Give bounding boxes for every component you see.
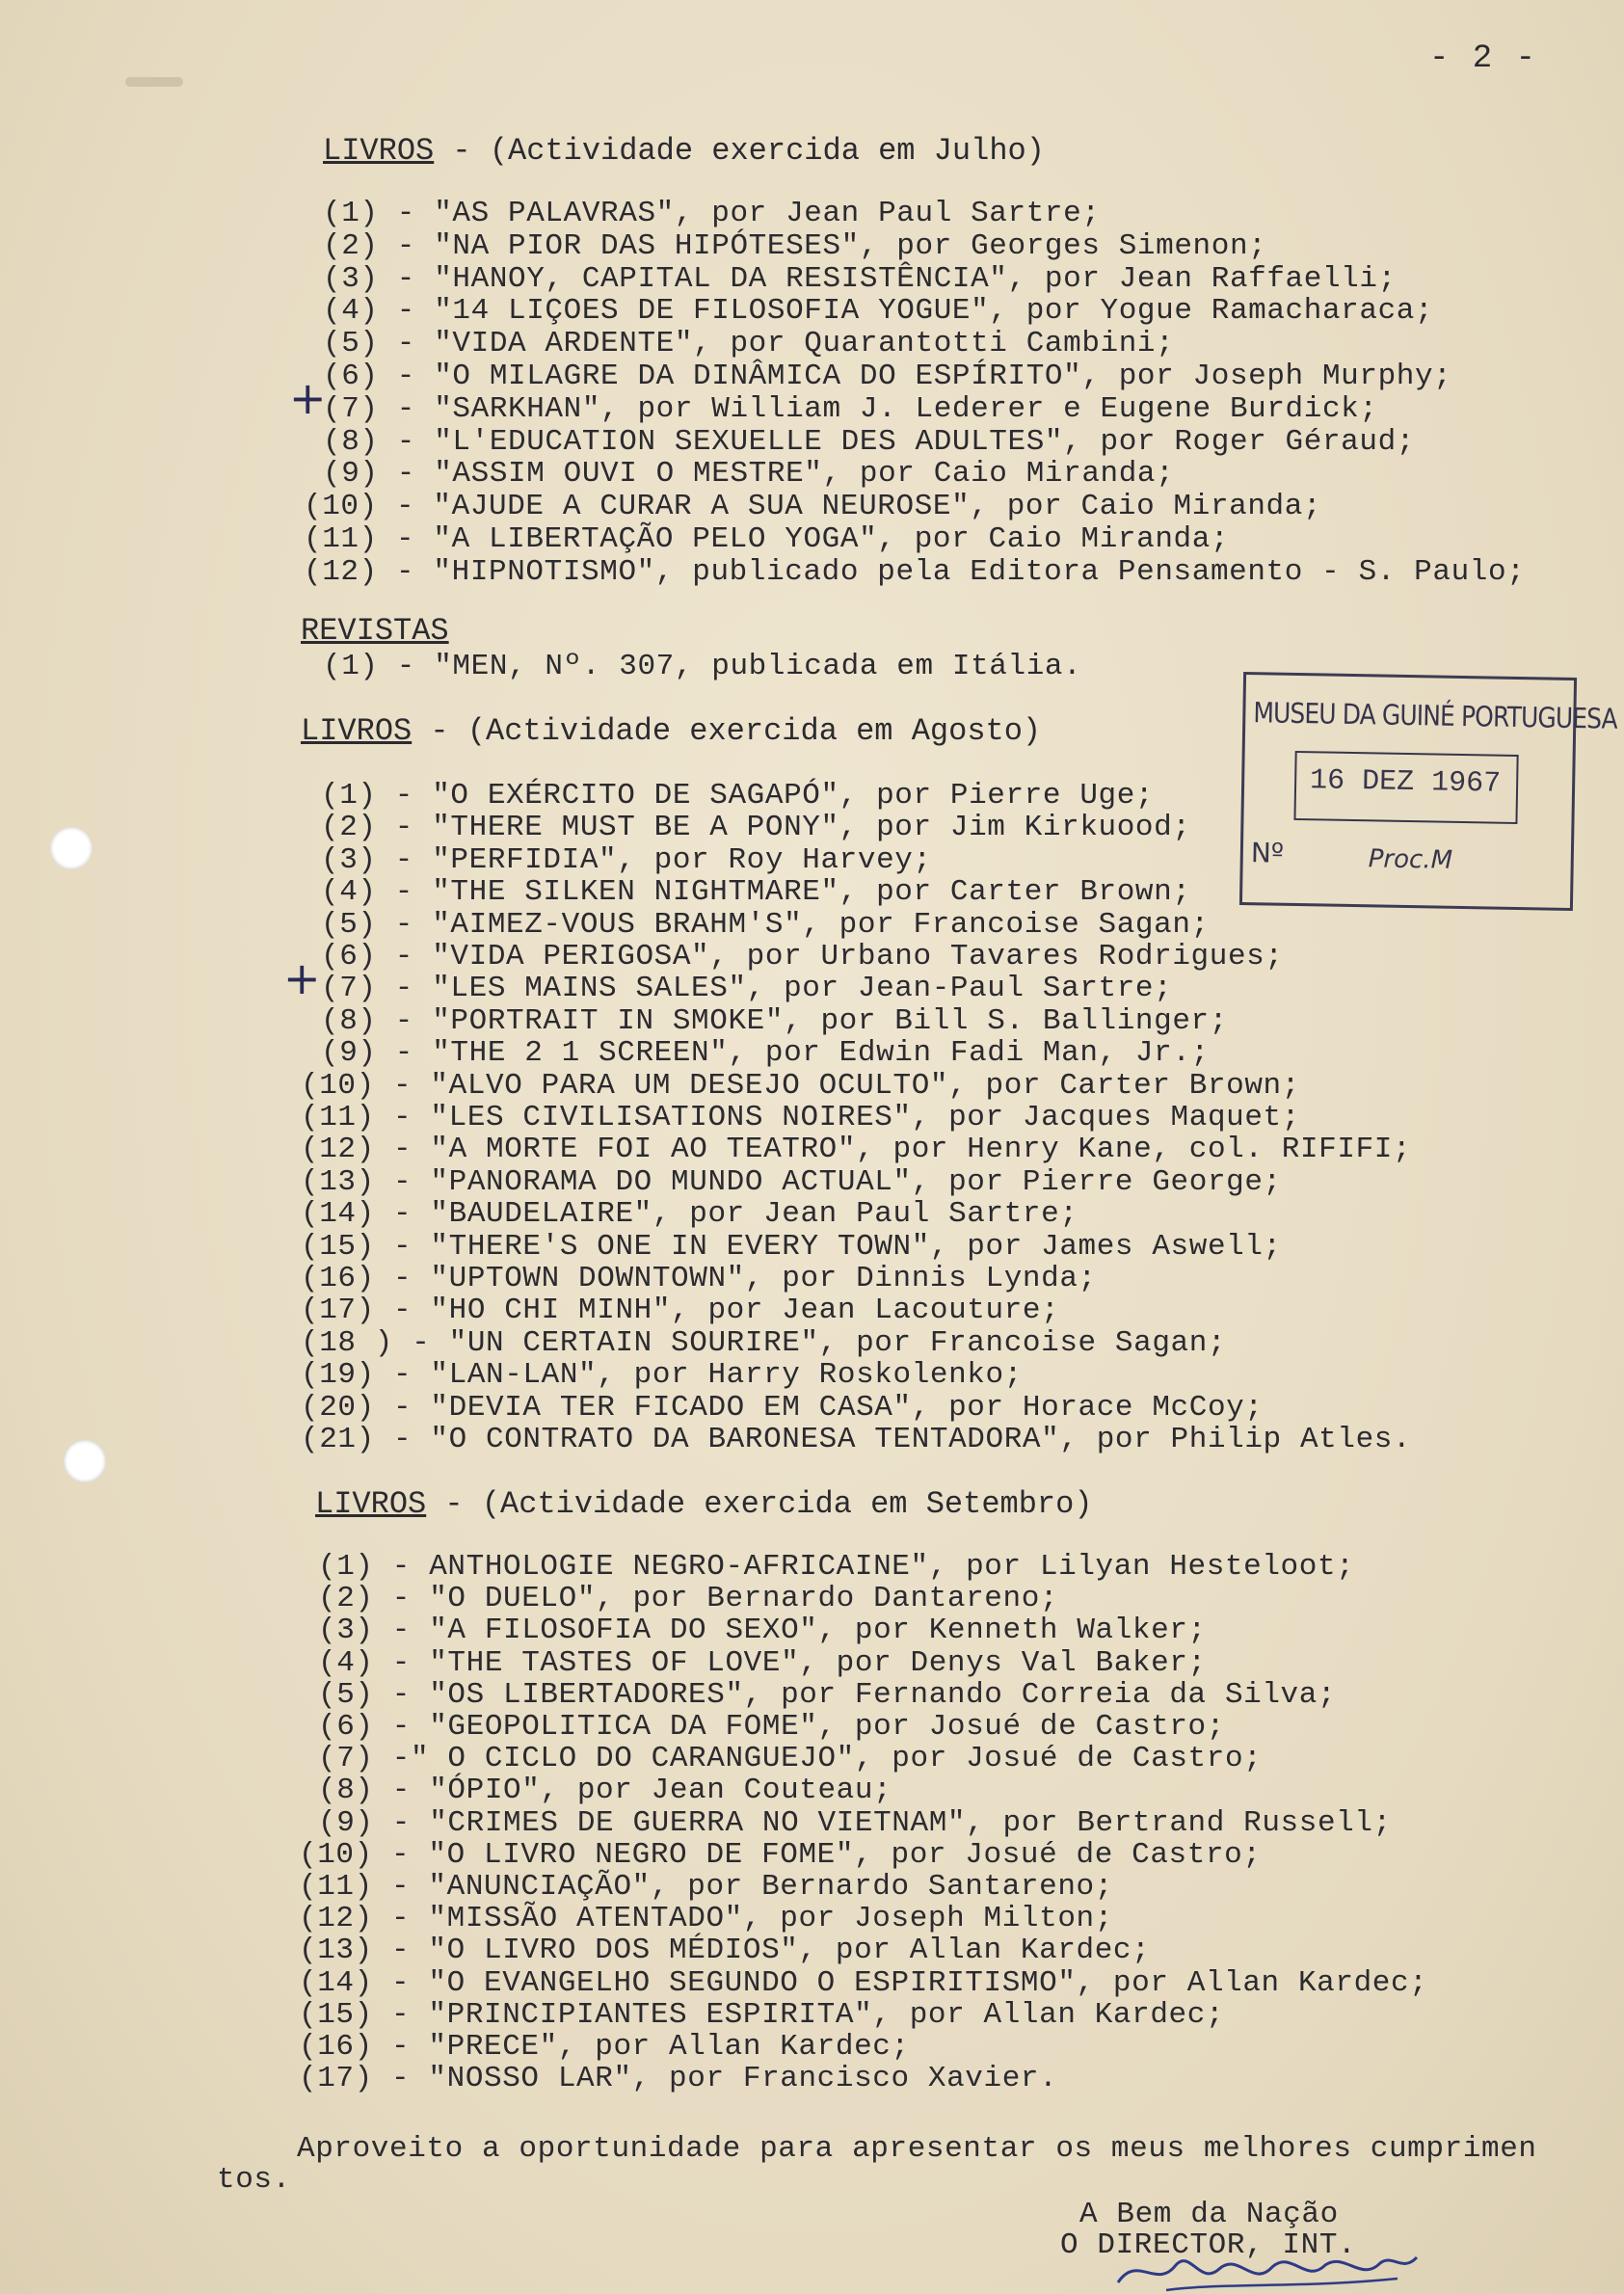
list-item: (12) - "A MORTE FOI AO TEATRO", por Henry Kane, col. RIFIFI; [301, 1133, 1412, 1167]
list-item: (10) - "ALVO PARA UM DESEJO OCULTO", por Carter Brown; [301, 1068, 1300, 1103]
heading-rest: - (Actividade exercida em Setembro) [426, 1486, 1093, 1522]
punch-hole-lower [64, 1440, 106, 1482]
heading-livros-setembro [315, 1486, 1093, 1522]
stamp-museum-name: MUSEU DA GUINÉ PORTUGUESA [1253, 696, 1618, 735]
list-item: (3) - "PERFIDIA", por Roy Harvey; [321, 842, 932, 877]
list-item: (6) - "VIDA PERIGOSA", por Urbano Tavares Rodrigues; [321, 940, 1284, 974]
list-item: (17) - "NOSSO LAR", por Francisco Xavier. [299, 2062, 1058, 2096]
revista-item: (1) - "MEN, Nº. 307, publicada em Itália. [323, 650, 1082, 683]
list-item: (8) - "L'EDUCATION SEXUELLE DES ADULTES", por Roger Géraud; [323, 424, 1415, 459]
list-item: (5) - "VIDA ARDENTE", por Quarantotti Cambini; [323, 327, 1175, 361]
list-item: (4) - "THE SILKEN NIGHTMARE", por Carter Brown; [321, 875, 1191, 910]
list-item: (7) - "SARKHAN", por William J. Lederer e Eugene Burdick; [323, 391, 1378, 426]
list-item: (10) - "O LIVRO NEGRO DE FOME", por Josué de Castro; [299, 1837, 1262, 1872]
list-item: (15) - "PRINCIPIANTES ESPIRITA", por Allan Kardec; [299, 1997, 1225, 2032]
list-item: (16) - "UPTOWN DOWNTOWN", por Dinnis Lynda; [301, 1262, 1097, 1295]
list-item: (11) - "ANUNCIAÇÃO", por Bernardo Santareno; [299, 1870, 1113, 1904]
stamp-date: 16 DEZ 1967 [1309, 764, 1502, 801]
list-item: (3) - "A FILOSOFIA DO SEXO", por Kenneth Walker; [318, 1614, 1207, 1648]
list-item: (2) - "NA PIOR DAS HIPÓTESES", por Georges Simenon; [323, 228, 1267, 263]
list-item: (10) - "AJUDE A CURAR A SUA NEUROSE", por Caio Miranda; [304, 490, 1322, 524]
heading-livros-julho [323, 133, 1045, 169]
list-item: (4) - "THE TASTES OF LOVE", por Denys Val Baker; [318, 1645, 1207, 1680]
list-item: (5) - "OS LIBERTADORES", por Fernando Correia da Silva; [318, 1677, 1337, 1712]
list-item: (17) - "HO CHI MINH", por Jean Lacouture; [301, 1294, 1060, 1328]
heading-label: LIVROS [323, 133, 435, 169]
punch-hole-upper [50, 827, 93, 869]
handwritten-cross-mark: + [289, 372, 327, 424]
list-item: (6) - "GEOPOLITICA DA FOME", por Josué de Castro; [318, 1710, 1225, 1744]
museum-stamp [1239, 672, 1618, 911]
paper-stain [125, 77, 183, 87]
heading-label: REVISTAS [301, 613, 449, 649]
signoff-line-2: O DIRECTOR, INT. [1060, 2228, 1357, 2262]
list-item: (1) - ANTHOLOGIE NEGRO-AFRICAINE", por Lilyan Hesteloot; [318, 1550, 1355, 1584]
handwritten-cross-mark: + [283, 952, 321, 1004]
list-item: (5) - "AIMEZ-VOUS BRAHM'S", por Francoise Sagan; [321, 907, 1210, 942]
list-item: (9) - "THE 2 1 SCREEN", por Edwin Fadi Man, Jr.; [321, 1036, 1210, 1071]
list-item: (9) - "CRIMES DE GUERRA NO VIETNAM", por Bertrand Russell; [318, 1805, 1392, 1840]
list-item: (15) - "THERE'S ONE IN EVERY TOWN", por James Aswell; [301, 1229, 1282, 1264]
list-item: (20) - "DEVIA TER FICADO EM CASA", por Horace McCoy; [301, 1390, 1264, 1425]
list-item: (4) - "14 LIÇOES DE FILOSOFIA YOGUE", por Yogue Ramacharaca; [323, 294, 1434, 329]
list-item: (9) - "ASSIM OUVI O MESTRE", por Caio Miranda; [323, 457, 1175, 492]
heading-rest: - (Actividade exercida em Agosto) [412, 713, 1042, 749]
list-item: (2) - "O DUELO", por Bernardo Dantareno; [318, 1582, 1059, 1616]
list-item: (21) - "O CONTRATO DA BARONESA TENTADORA", por Philip Atles. [301, 1423, 1412, 1456]
handwritten-signature [1108, 2244, 1426, 2294]
list-item: (12) - "HIPNOTISMO", publicado pela Editora Pensamento - S. Paulo; [304, 554, 1526, 589]
list-item: (1) - "AS PALAVRAS", por Jean Paul Sartre; [323, 197, 1101, 230]
heading-livros-agosto [301, 713, 1041, 749]
list-item: (11) - "A LIBERTAÇÃO PELO YOGA", por Caio Miranda; [304, 522, 1230, 556]
list-item: (6) - "O MILAGRE DA DINÂMICA DO ESPÍRITO", por Joseph Murphy; [323, 360, 1452, 393]
list-item: (13) - "O LIVRO DOS MÉDIOS", por Allan Kardec; [299, 1934, 1151, 1968]
heading-label: LIVROS [315, 1486, 427, 1522]
list-item: (7) -" O CICLO DO CARANGUEJO", por Josué de Castro; [318, 1742, 1263, 1776]
list-item: (12) - "MISSÃO ATENTADO", por Joseph Milton; [299, 1902, 1113, 1936]
list-item: (7) - "LES MAINS SALES", por Jean-Paul Sartre; [321, 972, 1173, 1006]
list-item: (13) - "PANORAMA DO MUNDO ACTUAL", por Pierre George; [301, 1164, 1282, 1199]
list-item: (8) - "PORTRAIT IN SMOKE", por Bill S. Ballinger; [321, 1003, 1228, 1038]
list-item: (18 ) - "UN CERTAIN SOURIRE", por Francoise Sagan; [301, 1325, 1227, 1360]
heading-revistas [301, 613, 449, 649]
list-item: (14) - "O EVANGELHO SEGUNDO O ESPIRITISMO", por Allan Kardec; [299, 1965, 1428, 2000]
stamp-proc: Proc.M [1368, 844, 1453, 875]
list-item: (16) - "PRECE", por Allan Kardec; [299, 2030, 910, 2064]
list-item: (2) - "THERE MUST BE A PONY", por Jim Kirkuood; [321, 811, 1191, 845]
list-item: (8) - "ÓPIO", por Jean Couteau; [318, 1774, 892, 1808]
signoff-line-1: A Bem da Nação [1079, 2198, 1339, 2231]
list-item: (19) - "LAN-LAN", por Harry Roskolenko; [301, 1358, 1023, 1393]
list-item: (1) - "O EXÉRCITO DE SAGAPÓ", por Pierre Uge; [321, 779, 1155, 813]
heading-label: LIVROS [301, 713, 413, 749]
list-item: (11) - "LES CIVILISATIONS NOIRES", por Jacques Maquet; [301, 1101, 1300, 1134]
heading-rest: - (Actividade exercida em Julho) [434, 133, 1045, 169]
closing-line-1: Aproveito a oportunidade para apresentar os meus melhores cumprimen [297, 2132, 1537, 2166]
page-number: - 2 - [1428, 40, 1537, 77]
closing-line-2: tos. [217, 2163, 291, 2197]
stamp-number-label: Nº [1250, 837, 1285, 869]
list-item: (3) - "HANOY, CAPITAL DA RESISTÊNCIA", por Jean Raffaelli; [323, 261, 1397, 296]
list-item: (14) - "BAUDELAIRE", por Jean Paul Sartre; [301, 1197, 1078, 1232]
